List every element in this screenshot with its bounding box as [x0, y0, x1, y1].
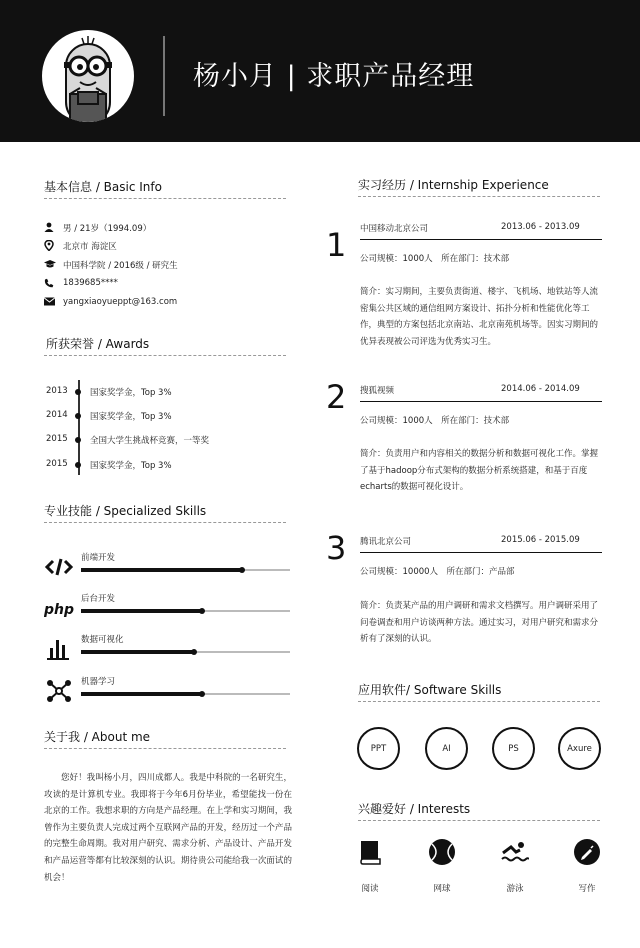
timeline-dot: [75, 389, 81, 395]
skill-bar-knob: [199, 691, 205, 697]
software-badge-axure: Axure: [558, 727, 601, 770]
internship-scale: 公司规模：1000人 所在部门：技术部: [360, 416, 510, 426]
location-pin-icon: [44, 240, 54, 251]
graduation-cap-icon: [44, 259, 56, 269]
skill-bar: [81, 651, 290, 653]
timeline-dot: [75, 462, 81, 468]
interest-writing: 写作: [567, 838, 607, 894]
skills-title: 专业技能 / Specialized Skills: [44, 504, 207, 518]
basic-info-title: 基本信息 / Basic Info: [44, 180, 162, 194]
interests-title: 兴趣爱好 / Interests: [358, 802, 471, 816]
section-divider: [44, 748, 286, 749]
internship-company: 腾讯北京公司: [360, 537, 412, 547]
section-divider: [44, 355, 286, 356]
skill-data-vis: 数据可视化: [44, 631, 290, 665]
skill-bar-knob: [199, 608, 205, 614]
book-icon: [356, 838, 384, 866]
internship-desc: 简介：实习期间，主要负责街道、楼宇、飞机场、地铁站等人流密集公共区域的通信组网方案设计、拓扑分析和性能优化等工作，典型的方案包括北京南站、北京南苑机场等。因实习期间的优异表现被公司评选为优秀实习生。: [360, 287, 599, 347]
person-icon: [44, 222, 54, 232]
php-icon: [44, 596, 74, 620]
page-title: 杨小月 | 求职产品经理: [193, 61, 475, 92]
swimming-icon: [501, 838, 529, 866]
internship-desc: 简介：负责用户和内容相关的数据分析和数据可视化工作。掌握了基于hadoop分布式架构的数据分析系统搭建，和基于百度echarts的数据可视化设计。: [360, 449, 599, 493]
header-divider: [163, 36, 165, 116]
software-title: 应用软件/ Software Skills: [358, 683, 502, 697]
envelope-icon: [44, 297, 55, 306]
skill-bar-knob: [191, 649, 197, 655]
skill-frontend: 前端开发: [44, 549, 290, 583]
phone-icon: [44, 278, 54, 288]
interest-swimming: 游泳: [495, 838, 535, 894]
internship-title: 实习经历 / Internship Experience: [358, 178, 549, 192]
internship-rule: [360, 239, 602, 240]
internship-rule: [360, 552, 602, 553]
bar-chart-icon: [44, 637, 74, 661]
timeline-dot: [75, 437, 81, 443]
timeline-dot: [75, 413, 81, 419]
section-divider: [358, 701, 600, 702]
skill-backend: php 后台开发: [44, 590, 290, 624]
internship-period: 2015.06 - 2015.09: [501, 535, 580, 545]
interest-tennis: 网球: [422, 838, 462, 894]
skill-bar-fill: [81, 650, 194, 654]
internship-number: 1: [326, 226, 347, 264]
section-divider: [358, 196, 600, 197]
svg-text:php: php: [44, 602, 74, 618]
header-banner: [0, 0, 640, 142]
skill-bar-fill: [81, 609, 202, 613]
skill-bar: [81, 569, 290, 571]
skill-bar-fill: [81, 568, 242, 572]
software-badge-ai: AI: [425, 727, 468, 770]
skill-bar-knob: [239, 567, 245, 573]
pen-icon: [573, 838, 601, 866]
internship-company: 搜狐视频: [360, 386, 395, 396]
software-badge-ppt: PPT: [357, 727, 400, 770]
section-divider: [44, 198, 286, 199]
internship-number: 2: [326, 378, 347, 416]
internship-period: 2014.06 - 2014.09: [501, 384, 580, 394]
internship-number: 3: [326, 529, 347, 567]
about-text: 您好！我叫杨小月，四川成都人。我是中科院的一名研究生，攻读的是计算机专业。我即将于今年6月份毕业，希望能找一份在北京的工作。我想求职的方向是产品经理。在上学和实习期间，我曾作为主要负责人完成过两个互联网产品的开发，经历过一个产品的完整生命周期。我对用户研究、需求分析、产品设计、产品开发和产品运营等都有比较深刻的认识。期待贵公司能给我一次面试的机会！: [44, 773, 292, 883]
skill-bar-fill: [81, 692, 202, 696]
internship-period: 2013.06 - 2013.09: [501, 222, 580, 232]
code-icon: [44, 555, 74, 579]
network-nodes-icon: [44, 679, 74, 703]
section-divider: [44, 522, 286, 523]
internship-scale: 公司规模：1000人 所在部门：技术部: [360, 254, 510, 264]
skill-machine-learning: 机器学习: [44, 673, 290, 707]
internship-rule: [360, 401, 602, 402]
interest-reading: 阅读: [350, 838, 390, 894]
internship-desc: 简介：负责某产品的用户调研和需求文档撰写。用户调研采用了问卷调查和用户访谈两种方法。通过实习，对用户研究和需求分析有了深刻的认识。: [360, 601, 599, 645]
about-title: 关于我 / About me: [44, 730, 151, 744]
software-badge-ps: PS: [492, 727, 535, 770]
internship-company: 中国移动北京公司: [360, 224, 429, 234]
skill-bar: [81, 610, 290, 612]
section-divider: [358, 820, 600, 821]
awards-title: 所获荣誉 / Awards: [46, 337, 150, 351]
skill-bar: [81, 693, 290, 695]
avatar: [42, 30, 134, 122]
minion-avatar-icon: [42, 30, 134, 122]
internship-scale: 公司规模：10000人 所在部门：产品部: [360, 567, 515, 577]
tennis-ball-icon: [428, 838, 456, 866]
